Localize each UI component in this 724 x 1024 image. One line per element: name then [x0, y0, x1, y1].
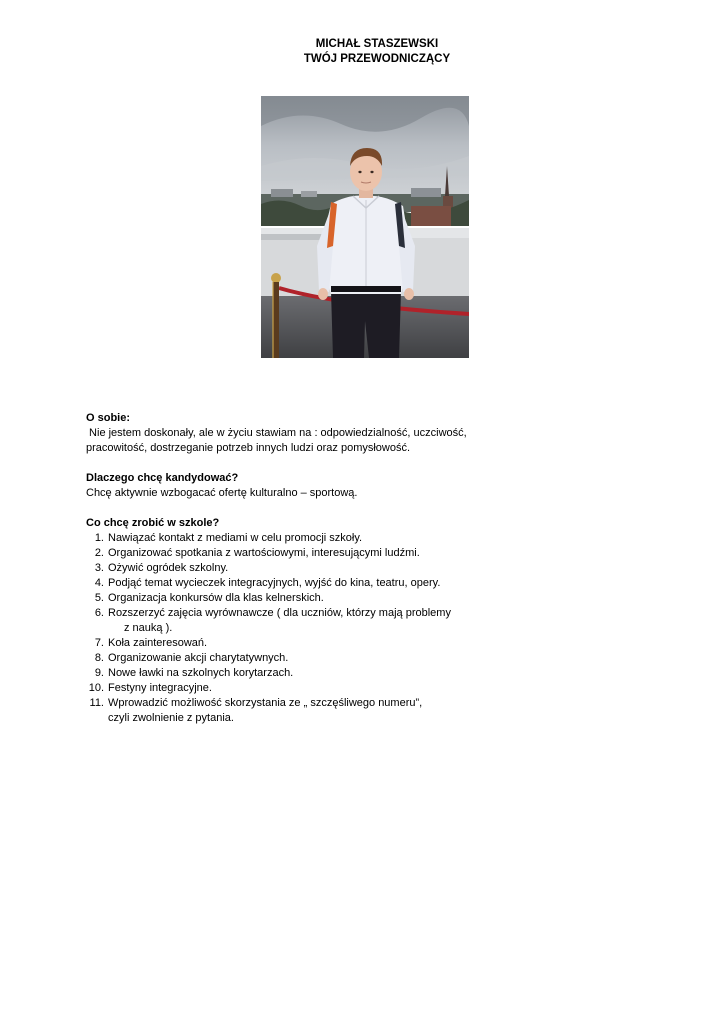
list-item-text: Koła zainteresowań. [108, 637, 208, 649]
plans-list [86, 531, 546, 726]
list-item [86, 591, 546, 606]
list-item-text: Organizowanie akcji charytatywnych. [108, 652, 289, 664]
list-item-text: Wprowadzić możliwość skorzystania ze „ szczęśliwego numeru”, [108, 697, 423, 709]
list-item-continuation-text: z nauką ). [124, 622, 173, 634]
list-item-text: Nowe ławki na szkolnych korytarzach. [108, 667, 294, 679]
list-item-continuation [86, 621, 546, 636]
list-item [86, 681, 546, 696]
candidate-photo [261, 96, 469, 358]
list-item [86, 546, 546, 561]
why-heading: Dlaczego chcę kandydować? [86, 472, 239, 484]
candidate-name: MICHAŁ STASZEWSKI [315, 38, 439, 50]
list-item-number: 10. [88, 682, 104, 694]
list-item-text: Rozszerzyć zajęcia wyrównawcze ( dla uczniów, którzy mają problemy [108, 607, 451, 619]
list-item-number: 4. [94, 577, 104, 589]
list-item-number: 1. [94, 532, 104, 544]
about-line-1: Nie jestem doskonały, ale w życiu stawiam na : odpowiedzialność, uczciwość, [86, 427, 467, 439]
list-item-text: Organizacja konkursów dla klas kelnerskich. [108, 592, 324, 604]
list-item-continuation [86, 711, 546, 726]
list-item-continuation-text: czyli zwolnienie z pytania. [108, 712, 234, 724]
list-item [86, 606, 546, 621]
list-item-text: Ożywić ogródek szkolny. [108, 562, 229, 574]
about-heading: O sobie: [86, 412, 131, 424]
list-item [86, 696, 546, 711]
why-section [86, 471, 546, 501]
plans-section [86, 516, 546, 726]
list-item-text: Organizować spotkania z wartościowymi, interesującymi ludźmi. [108, 547, 420, 559]
list-item-number: 6. [94, 607, 104, 619]
list-item-number: 9. [94, 667, 104, 679]
title-block [0, 37, 724, 67]
list-item-number: 11. [89, 697, 104, 709]
list-item-number: 2. [94, 547, 104, 559]
candidate-subtitle: TWÓJ PRZEWODNICZĄCY [303, 53, 451, 65]
content [86, 411, 546, 726]
list-item [86, 636, 546, 651]
list-item-number: 7. [94, 637, 104, 649]
list-item-number: 8. [94, 652, 104, 664]
about-line-2: pracowitość, dostrzeganie potrzeb innych ludzi oraz pomysłowość. [86, 442, 411, 454]
list-item-number: 3. [94, 562, 104, 574]
plans-heading: Co chcę zrobić w szkole? [86, 517, 220, 529]
list-item [86, 576, 546, 591]
list-item-text: Nawiązać kontakt z mediami w celu promocji szkoły. [108, 532, 363, 544]
list-item-text: Festyny integracyjne. [108, 682, 212, 694]
list-item-text: Podjąć temat wycieczek integracyjnych, wyjść do kina, teatru, opery. [108, 577, 441, 589]
list-item-number: 5. [94, 592, 104, 604]
list-item [86, 666, 546, 681]
list-item [86, 561, 546, 576]
list-item [86, 651, 546, 666]
list-item [86, 531, 546, 546]
about-section [86, 411, 546, 456]
why-text: Chcę aktywnie wzbogacać ofertę kulturalno – sportową. [86, 487, 358, 499]
